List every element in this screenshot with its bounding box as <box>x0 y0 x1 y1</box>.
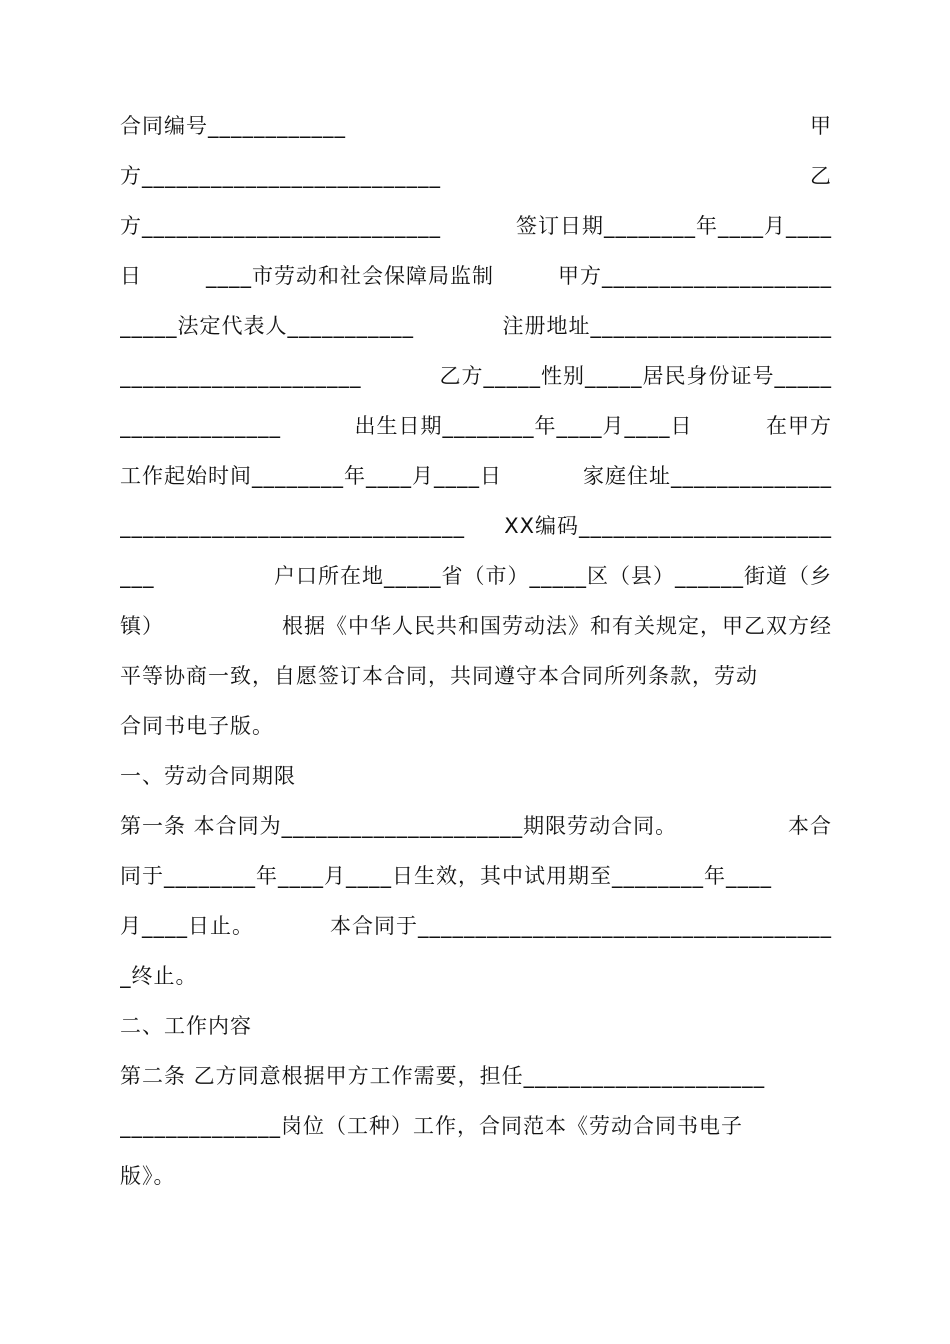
section-heading-work: 二、工作内容 <box>120 1014 252 1038</box>
text-segment: 家庭住址______________ <box>583 464 832 488</box>
text-segment: _____________________ <box>120 364 362 388</box>
text-segment: 在甲方 <box>766 414 832 438</box>
text-segment: ___ <box>120 564 155 588</box>
article-1-line-1 <box>120 811 832 841</box>
postal-code-line <box>120 511 832 541</box>
text-segment: 本合同于____________________________________ <box>330 914 832 938</box>
work-start-line <box>120 461 832 491</box>
text-segment: 本合 <box>788 814 832 838</box>
party-b-gender-id-line <box>120 361 832 391</box>
text-segment: ______________ <box>120 414 281 438</box>
text-segment: 签订日期________年____月____ <box>516 214 832 238</box>
supervisor-line <box>120 261 832 291</box>
article-2-line-2: ______________岗位（工种）工作，合同范本《劳动合同书电子 <box>120 1114 743 1138</box>
text-segment: 镇） <box>120 614 164 638</box>
preamble-line-2: 平等协商一致，自愿签订本合同，共同遵守本合同所列条款，劳动 <box>120 664 758 688</box>
text-segment: ______________________________ <box>120 514 465 538</box>
text-segment: 根据《中华人民共和国劳动法》和有关规定，甲乙双方经 <box>282 614 832 638</box>
text-segment: 注册地址_____________________ <box>502 314 832 338</box>
text-segment: ____市劳动和社会保障局监制 <box>206 264 494 288</box>
party-b-sign-date-line <box>120 211 832 241</box>
text-segment: 乙方_____性别_____居民身份证号_____ <box>439 364 832 388</box>
text-segment: 第一条 本合同为_____________________期限劳动合同。 <box>120 814 678 838</box>
preamble-line-3: 合同书电子版。 <box>120 714 274 738</box>
preamble-line-1 <box>120 611 832 641</box>
text-segment: 工作起始时间________年____月____日 <box>120 464 502 488</box>
text-segment: 月____日止。 <box>120 914 254 938</box>
article-1-line-3 <box>120 911 832 941</box>
text-segment: _____法定代表人___________ <box>120 314 414 338</box>
text-segment: 合同编号____________ <box>120 114 346 138</box>
article-1-line-2: 同于________年____月____日生效，其中试用期至________年____ <box>120 864 772 888</box>
text-segment: 甲 <box>810 114 832 138</box>
article-1-line-4: _终止。 <box>120 964 198 988</box>
text-segment: 日 <box>120 264 142 288</box>
party-a-line <box>120 161 832 191</box>
text-segment: 乙 <box>810 164 832 188</box>
legal-rep-address-line <box>120 311 832 341</box>
birth-date-line <box>120 411 832 441</box>
text-segment: 甲方____________________ <box>558 264 832 288</box>
text-segment: 方__________________________ <box>120 214 441 238</box>
text-segment: XX编码______________________ <box>504 514 832 538</box>
household-line <box>120 561 832 591</box>
article-2-line-3: 版》。 <box>120 1164 176 1188</box>
text-segment: 方__________________________ <box>120 164 441 188</box>
text-segment: 出生日期________年____月____日 <box>354 414 693 438</box>
section-heading-term: 一、劳动合同期限 <box>120 764 296 788</box>
contract-number-line <box>120 111 832 141</box>
article-2-line-1: 第二条 乙方同意根据甲方工作需要，担任_____________________ <box>120 1064 766 1088</box>
text-segment: 户口所在地_____省（市）_____区（县）______街道（乡 <box>274 564 832 588</box>
